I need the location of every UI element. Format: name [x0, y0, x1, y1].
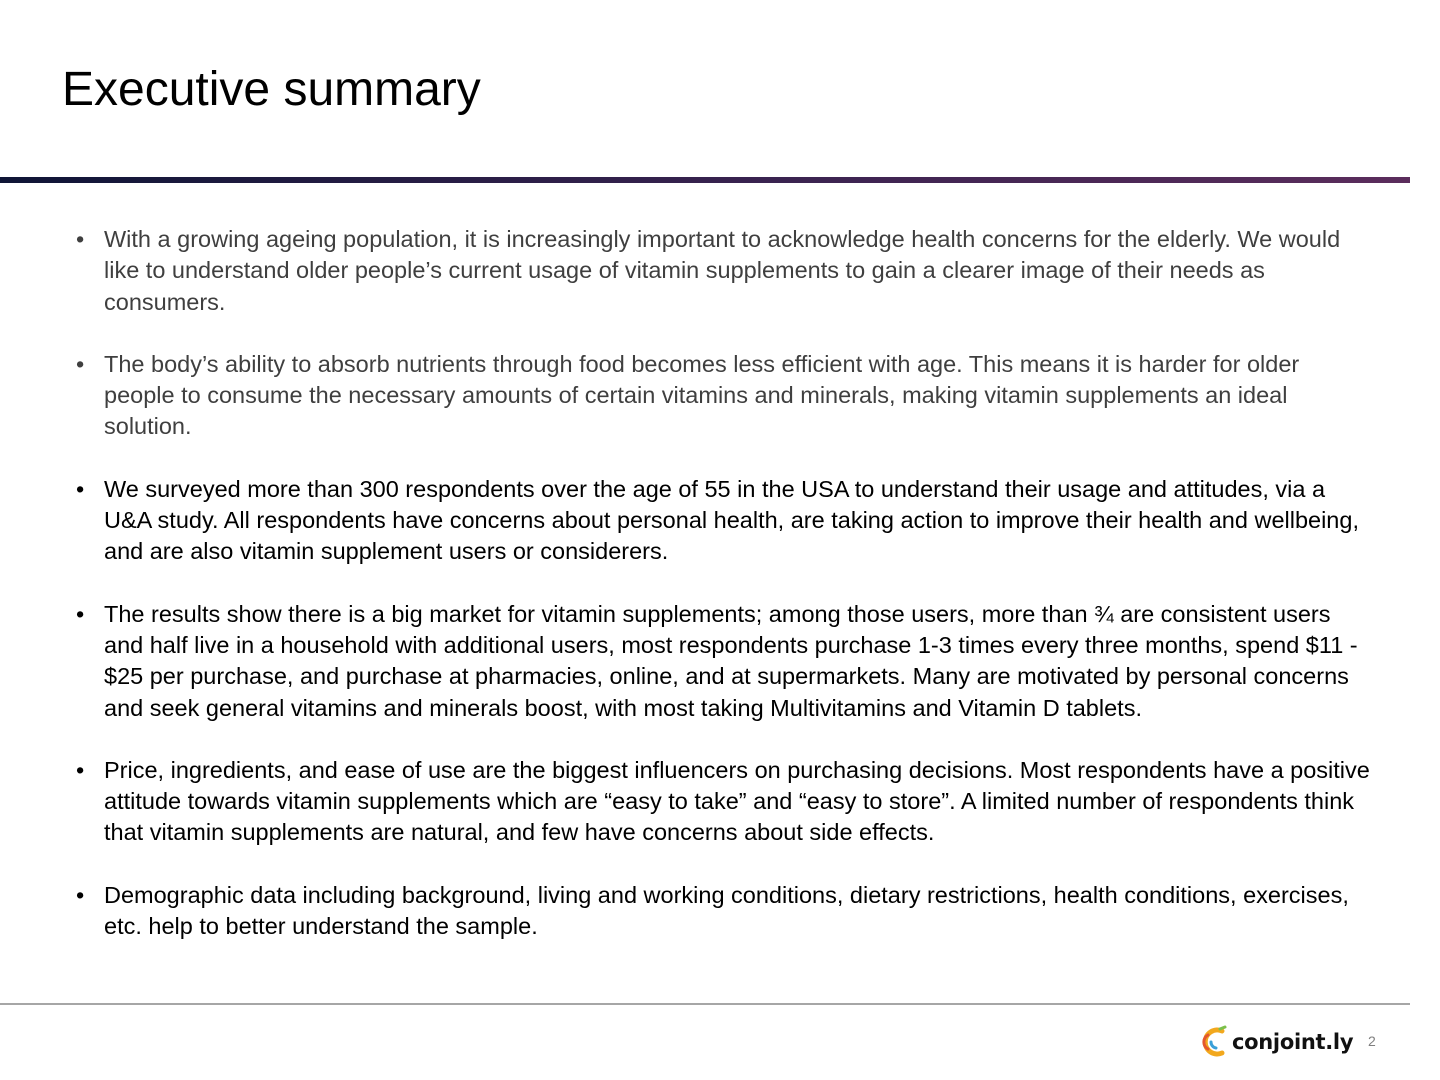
- bullet-text: The results show there is a big market for vitamin supplements; among those users, more than ¾ are consistent users and half live in a household with additional users, most respondents purchase 1-3 times every three months, spend $11 - $25 per purchase, and purchase at pharmacies, online, and at supermarkets. Many are motivated by personal concerns and seek general vitamins and minerals boost, with most taking Multivitamins and Vitamin D tablets.: [104, 600, 1358, 721]
- conjointly-logo: [1200, 1024, 1353, 1060]
- conjointly-logo-icon: [1200, 1025, 1228, 1059]
- title-divider: [0, 177, 1410, 183]
- bullet-item: [76, 599, 1376, 724]
- bullet-text: With a growing ageing population, it is increasingly important to acknowledge health concerns for the elderly. We would like to understand older people’s current usage of vitamin supplements to gain a clearer image of their needs as consumers.: [104, 226, 1341, 315]
- bullet-dot: •: [76, 881, 85, 908]
- bullet-text: Demographic data including background, living and working conditions, dietary restrictions, health conditions, exercises, etc. help to better understand the sample.: [104, 881, 1349, 940]
- bullet-dot: •: [76, 226, 85, 252]
- logo-text: conjoint.ly: [1232, 1030, 1354, 1054]
- bullet-dot: •: [76, 350, 85, 377]
- slide-title: Executive summary: [62, 63, 481, 116]
- bullet-item: [76, 224, 1376, 318]
- bullet-item: [76, 755, 1376, 849]
- footer-divider: [0, 1003, 1410, 1005]
- bullet-dot: •: [76, 600, 85, 627]
- bullet-dot: •: [76, 756, 85, 783]
- bullet-item: [76, 474, 1376, 568]
- bullet-dot: •: [76, 475, 85, 502]
- bullet-text: The body’s ability to absorb nutrients through food becomes less efficient with age. This means it is harder for older people to consume the necessary amounts of certain vitamins and minerals, making vitamin supplements an ideal solution.: [104, 350, 1300, 440]
- bullet-text: We surveyed more than 300 respondents over the age of 55 in the USA to understand their usage and attitudes, via a U&A study. All respondents have concerns about personal health, are taking action to improve their health and wellbeing, and are also vitamin supplement users or considerers.: [104, 475, 1359, 565]
- bullet-text: Price, ingredients, and ease of use are the biggest influencers on purchasing decisions. Most respondents have a positive attitude towards vitamin supplements which are “easy to take” and “easy to store”. A limited number of respondents think that vitamin supplements are natural, and few have concerns about side effects.: [104, 756, 1370, 846]
- bullet-item: [76, 880, 1376, 943]
- bullet-list: [76, 224, 1376, 973]
- bullet-item: [76, 349, 1376, 443]
- page-number: 2: [1368, 1033, 1376, 1049]
